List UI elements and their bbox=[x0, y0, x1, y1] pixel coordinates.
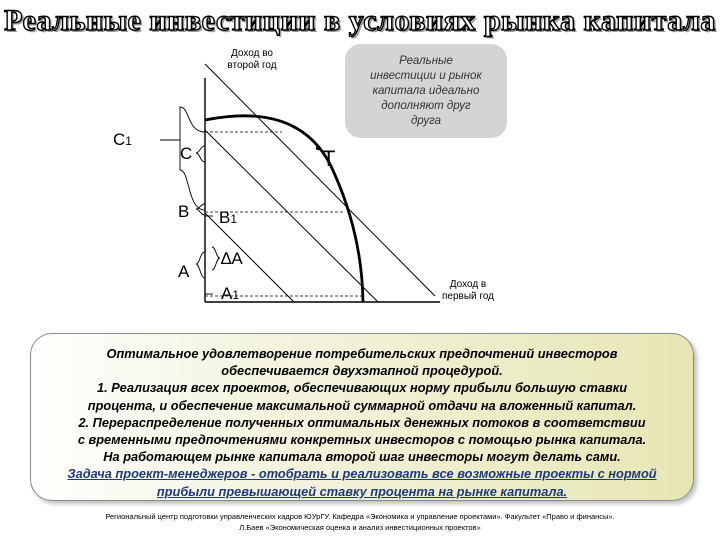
explanation-box bbox=[30, 333, 694, 501]
axis-braces bbox=[160, 107, 220, 294]
x-axis-label-line2: первый год bbox=[441, 291, 494, 302]
y-axis-label-line1: Доход во bbox=[231, 48, 273, 59]
footer-line-2: Л.Баев «Экономическая оценка и анализ инвестиционных проектов» bbox=[239, 523, 481, 532]
label-c: C bbox=[180, 144, 193, 163]
brace-c bbox=[196, 146, 205, 162]
label-a1-sub: 1 bbox=[232, 288, 240, 302]
text-line-3: 1. Реализация всех проектов, обеспечивающих норму прибыли большую ставки bbox=[96, 380, 628, 396]
text-line-6: с временными предпочтениями конкретных инвесторов с помощью рынка капитала. bbox=[77, 432, 647, 448]
callout-line-4: дополняют друг bbox=[381, 99, 471, 112]
text-line-8: Задача проект-менеджеров - отобрать и реализовать все возможные проекты с нормой bbox=[67, 466, 657, 482]
text-line-1: Оптимальное удовлетворение потребительских предпочтений инвесторов bbox=[106, 346, 618, 361]
label-b1-sub: 1 bbox=[230, 212, 238, 226]
label-delta-a: ∆A bbox=[221, 249, 243, 268]
x-axis-label bbox=[428, 279, 508, 303]
text-line-5: 2. Перераспределение полученных оптимальных денежных потоков в соответствии bbox=[78, 414, 646, 430]
label-b: B bbox=[178, 202, 190, 221]
label-b1 bbox=[219, 208, 237, 228]
label-a: A bbox=[178, 262, 190, 281]
callout-text bbox=[370, 54, 482, 129]
footer bbox=[0, 511, 720, 533]
label-c1-sub: 1 bbox=[125, 134, 132, 148]
point-t-label: T bbox=[322, 146, 336, 171]
text-line-2: обеспечивается двухэтапной процедурой. bbox=[221, 363, 503, 379]
text-line-7: На работающем рынке капитала второй шаг инвесторы могут делать сами. bbox=[103, 449, 621, 465]
tangency-point bbox=[316, 146, 320, 150]
callout-line-3: капитала идеально bbox=[372, 84, 480, 97]
brace-a bbox=[196, 252, 205, 278]
label-a1-letter: A bbox=[221, 284, 233, 303]
text-line-4: процента, и обеспечение максимальной суммарной отдачи на вложенный капитал. bbox=[87, 397, 637, 413]
brace-da bbox=[212, 247, 220, 270]
callout-line-5: друга bbox=[410, 114, 442, 127]
y-axis-label-line2: второй год bbox=[227, 60, 277, 71]
text-line-9: прибыли превышающей ставку процента на рынке капитала. bbox=[156, 483, 568, 499]
callout-box bbox=[345, 44, 507, 138]
y-axis-label bbox=[212, 48, 292, 72]
label-c1 bbox=[113, 130, 132, 150]
label-b1-letter: B bbox=[219, 208, 231, 227]
label-c1-letter: C bbox=[113, 130, 126, 149]
footer-line-1: Региональный центр подготовки управленческих кадров ЮУрГУ. Кафедра «Экономика и управление проектами». Факультет «Право и финансы». bbox=[105, 512, 615, 521]
label-a1 bbox=[221, 284, 239, 304]
x-axis-label-line1: Доход в bbox=[449, 279, 487, 290]
callout-line-2: инвестиции и рынок bbox=[370, 69, 482, 82]
slide-title: Реальные инвестиции в условиях рынка капитала bbox=[4, 4, 716, 37]
callout-line-1: Реальные bbox=[399, 54, 453, 67]
